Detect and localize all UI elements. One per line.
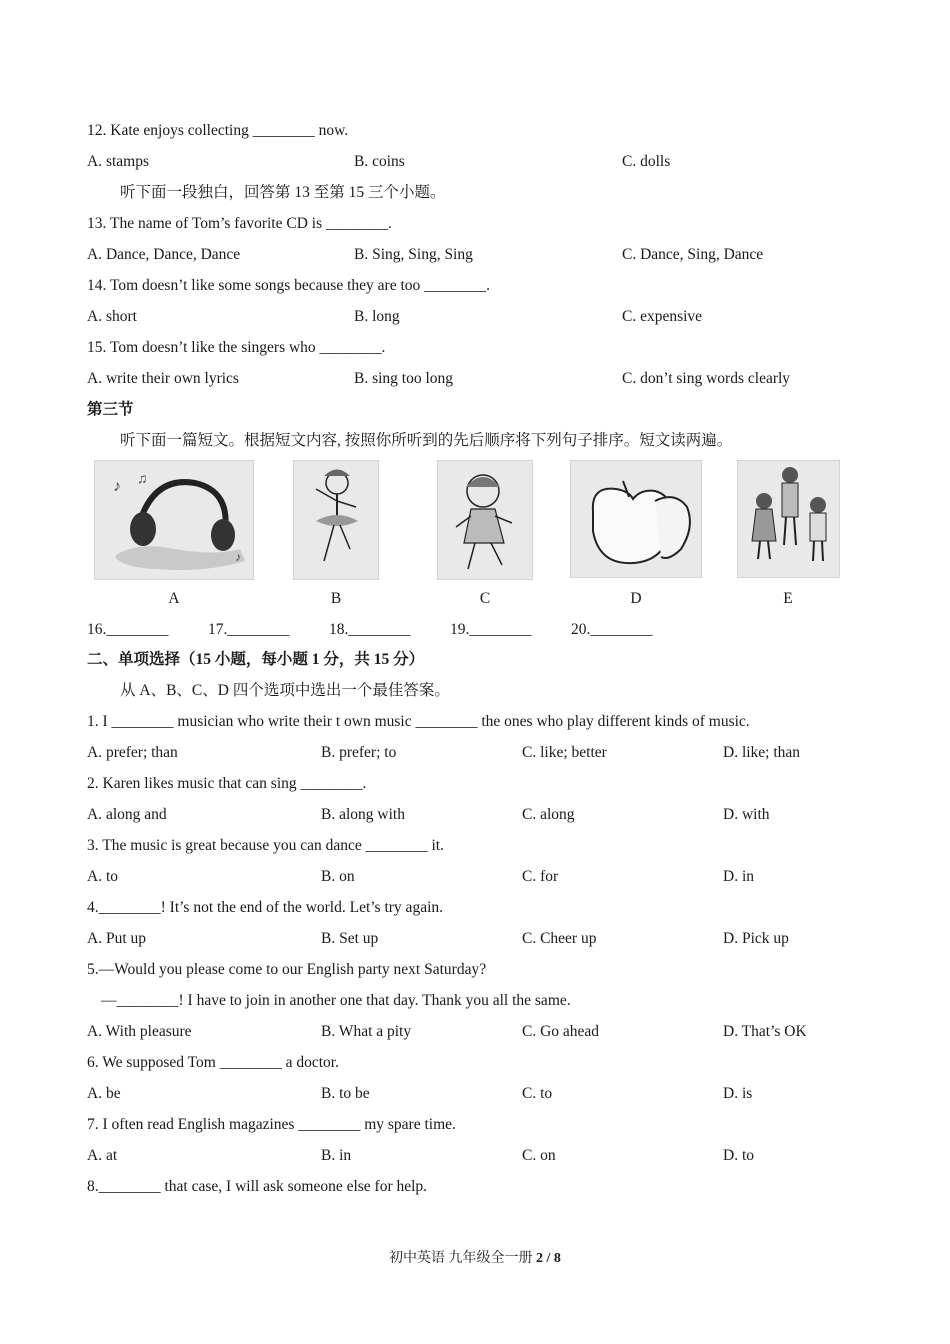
question-12-stem: 12. Kate enjoys collecting ________ now.	[87, 122, 349, 139]
question-12-option-b: B. coins	[354, 153, 405, 170]
mc-7-stem: 7. I often read English magazines ________ my spare time.	[87, 1116, 456, 1133]
question-13-stem: 13. The name of Tom’s favorite CD is ________.	[87, 215, 392, 232]
mc-3-option-b: B. on	[321, 868, 355, 885]
picture-label-b: B	[330, 590, 342, 607]
question-14-option-b: B. long	[354, 308, 400, 325]
mc-4-option-b: B. Set up	[321, 930, 379, 947]
mc-6-option-a: A. be	[87, 1085, 121, 1102]
mc-3-option-a: A. to	[87, 868, 118, 885]
mc-8-stem: 8.________ that case, I will ask someone else for help.	[87, 1178, 428, 1195]
mc-4-option-d: D. Pick up	[723, 930, 789, 947]
page-footer	[0, 1247, 950, 1267]
mc-6-option-d: D. is	[723, 1085, 753, 1102]
mc-2-option-c: C. along	[522, 806, 575, 823]
question-15-option-a: A. write their own lyrics	[87, 370, 239, 387]
mc-3-option-c: C. for	[522, 868, 559, 885]
question-13-option-a: A. Dance, Dance, Dance	[87, 246, 241, 263]
mc-4-option-c: C. Cheer up	[522, 930, 597, 947]
part-2-instruction: 从 A、B、C、D 四个选项中选出一个最佳答案。	[120, 682, 450, 699]
answer-blank-18[interactable]: 18.________	[329, 621, 411, 638]
mc-1-stem: 1. I ________ musician who write their t own music ________ the ones who play different kinds of music.	[87, 713, 750, 730]
part-2-title: 二、单项选择（15 小题，每小题 1 分，共 15 分）	[87, 651, 425, 668]
footer-title: 初中英语 九年级全一册	[389, 1251, 537, 1266]
mc-2-option-a: A. along and	[87, 806, 167, 823]
question-13-option-b: B. Sing, Sing, Sing	[354, 246, 473, 263]
picture-label-a: A	[168, 590, 180, 607]
mc-5-option-b: B. What a pity	[321, 1023, 412, 1040]
section-3-title: 第三节	[87, 401, 134, 418]
mc-5-option-a: A. With pleasure	[87, 1023, 192, 1040]
mc-6-option-c: C. to	[522, 1085, 553, 1102]
mc-7-option-d: D. to	[723, 1147, 754, 1164]
mc-2-option-d: D. with	[723, 806, 770, 823]
question-12-option-a: A. stamps	[87, 153, 149, 170]
picture-label-c: C	[479, 590, 491, 607]
mc-7-option-a: A. at	[87, 1147, 118, 1164]
instruction-13-15: 听下面一段独白，回答第 13 至第 15 三个小题。	[120, 184, 446, 201]
question-14-option-c: C. expensive	[622, 308, 703, 325]
mc-5-stem: 5.—Would you please come to our English party next Saturday?	[87, 961, 487, 978]
mc-2-option-b: B. along with	[321, 806, 405, 823]
mc-4-stem: 4.________! It’s not the end of the world. Let’s try again.	[87, 899, 444, 916]
section-3-instruction: 听下面一篇短文。根据短文内容, 按照你所听到的先后顺序将下列句子排序。短文读两遍。	[120, 432, 733, 449]
answer-blank-20[interactable]: 20.________	[571, 621, 653, 638]
answer-blank-16[interactable]: 16.________	[87, 621, 169, 638]
mc-7-option-c: C. on	[522, 1147, 556, 1164]
mc-5-option-d: D. That’s OK	[723, 1023, 807, 1040]
question-12-option-c: C. dolls	[622, 153, 671, 170]
mc-5-stem-reply: —________! I have to join in another one that day. Thank you all the same.	[101, 992, 571, 1009]
girl-dancing-icon	[437, 460, 533, 580]
mc-2-stem: 2. Karen likes music that can sing ________.	[87, 775, 367, 792]
picture-label-d: D	[630, 590, 642, 607]
mc-1-option-d: D. like; than	[723, 744, 801, 761]
headphones-icon	[94, 460, 254, 580]
mc-6-option-b: B. to be	[321, 1085, 370, 1102]
mc-3-stem: 3. The music is great because you can dance ________ it.	[87, 837, 444, 854]
svg-text:♪: ♪	[113, 478, 121, 495]
question-14-option-a: A. short	[87, 308, 137, 325]
question-14-stem: 14. Tom doesn’t like some songs because they are too ________.	[87, 277, 490, 294]
mc-4-option-a: A. Put up	[87, 930, 146, 947]
mc-3-option-d: D. in	[723, 868, 754, 885]
apples-icon	[570, 460, 702, 578]
mc-1-option-b: B. prefer; to	[321, 744, 397, 761]
answer-blank-17[interactable]: 17.________	[208, 621, 290, 638]
children-icon	[737, 460, 840, 578]
page-number: 2 / 8	[536, 1251, 561, 1266]
mc-5-option-c: C. Go ahead	[522, 1023, 600, 1040]
answer-blank-19[interactable]: 19.________	[450, 621, 532, 638]
svg-text:♫: ♫	[137, 472, 148, 487]
question-15-option-c: C. don’t sing words clearly	[622, 370, 791, 387]
picture-label-e: E	[783, 590, 793, 607]
ballerina-icon	[293, 460, 379, 580]
mc-1-option-a: A. prefer; than	[87, 744, 178, 761]
question-15-stem: 15. Tom doesn’t like the singers who ________.	[87, 339, 386, 356]
mc-6-stem: 6. We supposed Tom ________ a doctor.	[87, 1054, 339, 1071]
svg-text:♪: ♪	[235, 550, 241, 564]
question-15-option-b: B. sing too long	[354, 370, 454, 387]
mc-1-option-c: C. like; better	[522, 744, 607, 761]
mc-7-option-b: B. in	[321, 1147, 352, 1164]
question-13-option-c: C. Dance, Sing, Dance	[622, 246, 764, 263]
